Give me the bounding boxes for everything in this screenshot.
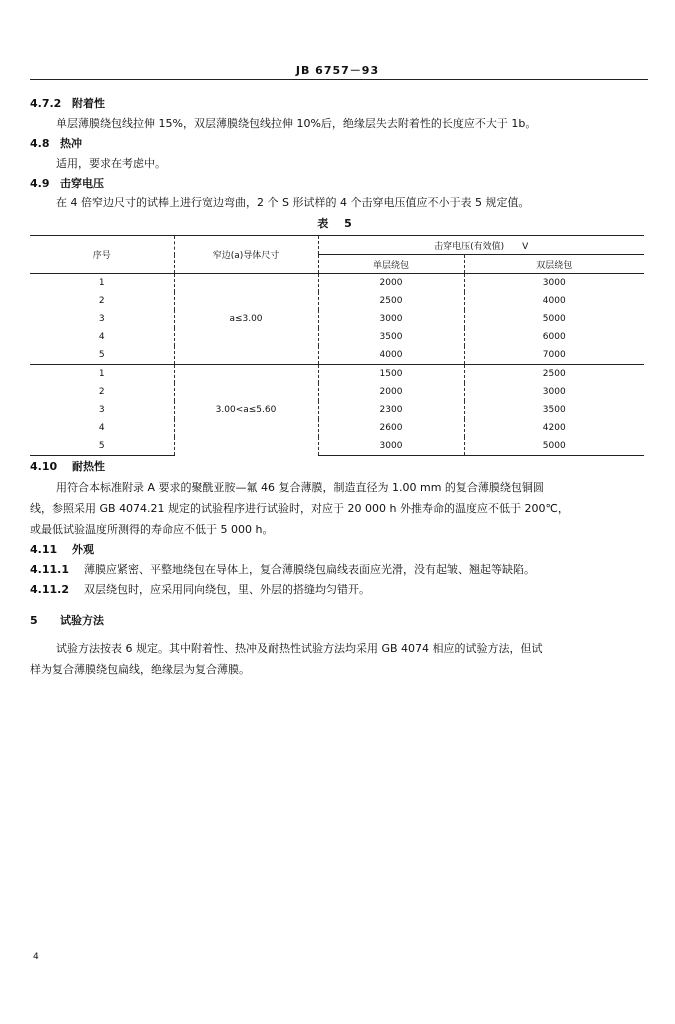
- table-cell: 3000: [464, 383, 644, 401]
- table-cell: 7000: [464, 346, 644, 365]
- table-cell: 5: [30, 346, 174, 365]
- section-4-8-heading: 4.8 热冲: [30, 137, 82, 150]
- page-number: 4: [33, 952, 39, 962]
- table-cell: 2: [30, 383, 174, 401]
- table-cell: 2000: [318, 274, 464, 293]
- table-cell: 4000: [464, 292, 644, 310]
- table-cell: 1: [30, 274, 174, 293]
- table-cell: 4: [30, 328, 174, 346]
- section-4-11-1: 4.11.1 薄膜应紧密、平整地绕包在导体上，复合薄膜绕包扁线表面应光滑，没有起皱、翘起等缺陷。: [30, 563, 535, 576]
- table-caption: 表 5: [317, 217, 358, 230]
- table-cell: 4200: [464, 419, 644, 437]
- table-cell: 5000: [464, 310, 644, 328]
- section-4-10-text-3: 或最低试验温度所测得的寿命应不低于 5 000 h。: [30, 523, 274, 536]
- table-cell: 2500: [318, 292, 464, 310]
- header-double: 双层绕包: [464, 255, 644, 274]
- standard-code-header: JB 6757－93: [295, 64, 380, 77]
- header-rule: [30, 79, 648, 80]
- table-cell: 4000: [318, 346, 464, 365]
- table-cell: 3000: [318, 437, 464, 456]
- table-cell: 3: [30, 310, 174, 328]
- table-cell: 5: [30, 437, 174, 456]
- section-5-text-1: 试验方法按表 6 规定。其中附着性、热冲及耐热性试验方法均采用 GB 4074 相应的试验方法，但试: [56, 642, 543, 655]
- section-4-10-text-2: 线，参照采用 GB 4074.21 规定的试验程序进行试验时，对应于 20 000 h 外推寿命的温度应不低于 200℃，: [30, 502, 569, 515]
- table-cell: 2300: [318, 401, 464, 419]
- section-5-heading: 5 试验方法: [30, 614, 104, 627]
- table-cell: 3000: [318, 310, 464, 328]
- section-4-8-text: 适用，要求在考虑中。: [56, 157, 166, 170]
- table-cell: 2000: [318, 383, 464, 401]
- header-size: 窄边(a)导体尺寸: [174, 236, 318, 274]
- size-range-cell: a≤3.00: [174, 274, 318, 365]
- table-cell: 1500: [318, 365, 464, 384]
- section-4-9-heading: 4.9 击穿电压: [30, 177, 104, 190]
- table-cell: 3: [30, 401, 174, 419]
- header-single: 单层绕包: [318, 255, 464, 274]
- table-cell: 1: [30, 365, 174, 384]
- header-voltage: 击穿电压(有效值) V: [318, 236, 644, 255]
- section-4-9-text: 在 4 倍窄边尺寸的试棒上进行宽边弯曲，2 个 S 形试样的 4 个击穿电压值应不小于表 5 规定值。: [56, 196, 530, 209]
- section-4-10-text-1: 用符合本标准附录 A 要求的聚酰亚胺—氟 46 复合薄膜，制造直径为 1.00 mm 的复合薄膜绕包铜圆: [56, 481, 544, 494]
- table-cell: 3000: [464, 274, 644, 293]
- table-cell: 3500: [318, 328, 464, 346]
- section-4-10-heading: 4.10 耐热性: [30, 460, 105, 473]
- table-cell: 3500: [464, 401, 644, 419]
- header-seq: 序号: [30, 236, 174, 274]
- table-cell: 5000: [464, 437, 644, 456]
- table-cell: 2: [30, 292, 174, 310]
- table-cell: 2500: [464, 365, 644, 384]
- size-range-cell: 3.00<a≤5.60: [174, 365, 318, 456]
- table-cell: 4: [30, 419, 174, 437]
- breakdown-voltage-table: [30, 235, 644, 456]
- section-4-11-2: 4.11.2 双层绕包时，应采用同向绕包，里、外层的搭缝均匀错开。: [30, 583, 370, 596]
- section-5-text-2: 样为复合薄膜绕包扁线，绝缘层为复合薄膜。: [30, 663, 250, 676]
- table-cell: 2600: [318, 419, 464, 437]
- section-4-7-2-text: 单层薄膜绕包线拉伸 15%，双层薄膜绕包线拉伸 10%后，绝缘层失去附着性的长度应不大于 1b。: [56, 117, 537, 130]
- table-cell: 6000: [464, 328, 644, 346]
- section-4-7-2-heading: 4.7.2 附着性: [30, 97, 105, 110]
- section-4-11-heading: 4.11 外观: [30, 543, 94, 556]
